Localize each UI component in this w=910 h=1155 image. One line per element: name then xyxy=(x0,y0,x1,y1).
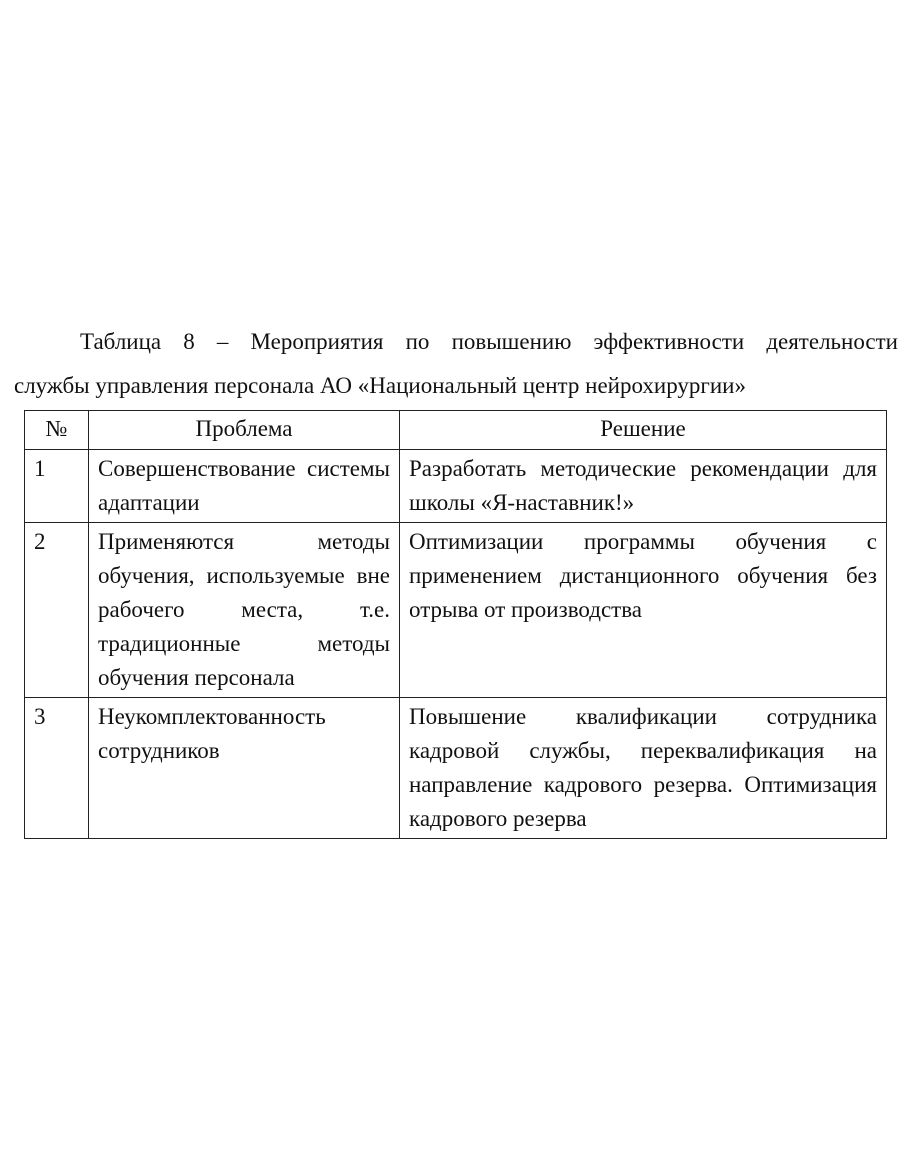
table-row xyxy=(25,698,887,839)
table-caption-line-2: службы управления персонала АО «Национальный центр нейрохирургии» xyxy=(14,373,746,398)
measures-table xyxy=(24,410,887,839)
row-problem: Совершенствование системы адаптации xyxy=(89,450,400,523)
table-header-row xyxy=(25,411,887,450)
header-solution: Решение xyxy=(400,411,887,450)
table-row xyxy=(25,523,887,698)
row-solution: Разработать методические рекомендации для школы «Я-наставник!» xyxy=(400,450,887,523)
row-number: 1 xyxy=(25,450,89,523)
header-problem: Проблема xyxy=(89,411,400,450)
header-number: № xyxy=(25,411,89,450)
row-solution: Повышение квалификации сотрудника кадровой службы, переквалификация на направление кадрового резерва. Оптимизация кадрового резерва xyxy=(400,698,887,839)
row-problem: Неукомплектованность сотрудников xyxy=(89,698,400,839)
row-solution: Оптимизации программы обучения с применением дистанционного обучения без отрыва от производства xyxy=(400,523,887,698)
table-caption-line-1: Таблица 8 – Мероприятия по повышению эффективности деятельности xyxy=(80,329,898,354)
row-problem: Применяются методы обучения, используемые вне рабочего места, т.е. традиционные методы обучения персонала xyxy=(89,523,400,698)
table-caption xyxy=(14,320,898,408)
row-number: 3 xyxy=(25,698,89,839)
table-row xyxy=(25,450,887,523)
row-number: 2 xyxy=(25,523,89,698)
